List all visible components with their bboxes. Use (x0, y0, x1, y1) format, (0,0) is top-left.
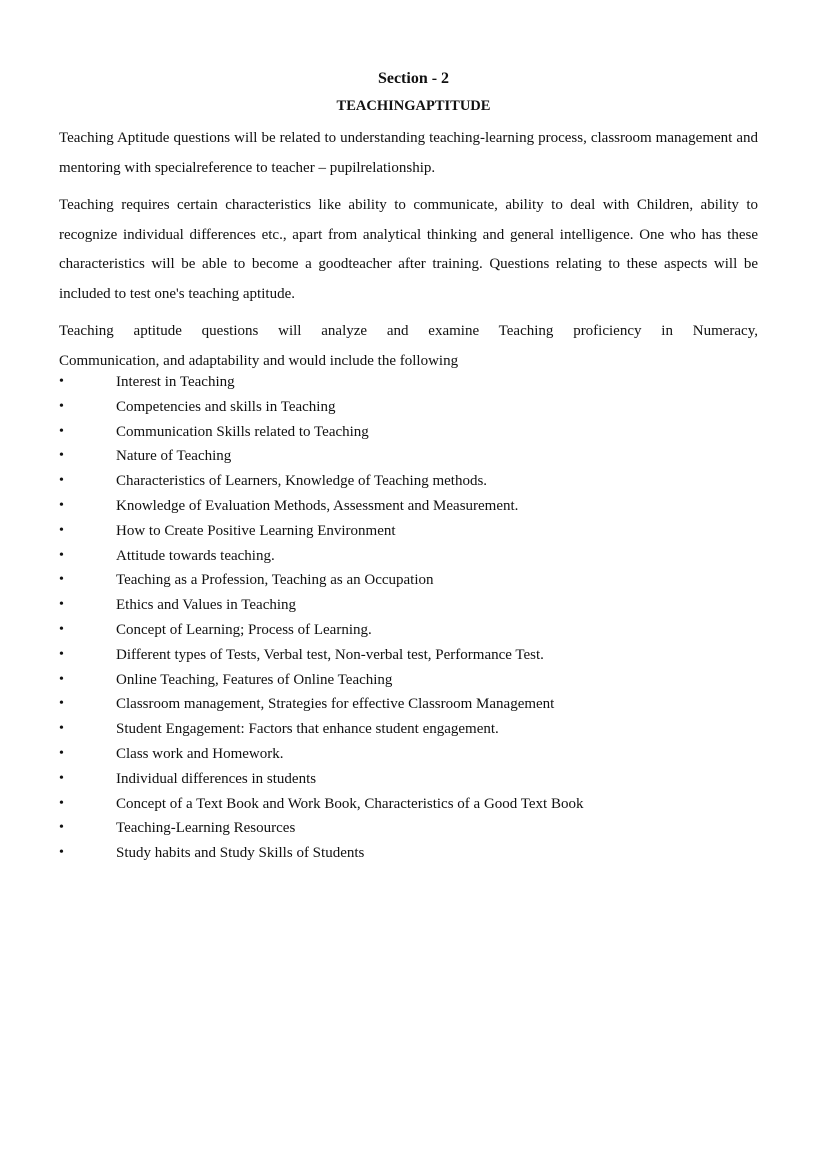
paragraph-aptitude-line-1: Teaching aptitude questions will analyze and examine Teaching proficiency in Numeracy, (59, 323, 758, 339)
list-item (59, 618, 758, 643)
list-item-text: Interest in Teaching (116, 374, 235, 390)
list-item-text: Attitude towards teaching. (116, 547, 275, 564)
list-item (59, 395, 758, 420)
list-item-text: Teaching-Learning Resources (116, 820, 296, 837)
bullet-icon: • (59, 770, 64, 786)
bullet-icon: • (59, 398, 64, 414)
list-item-text: Teaching as a Profession, Teaching as an Occupation (116, 572, 434, 589)
list-item-text: Concept of Learning; Process of Learning. (116, 621, 372, 638)
bullet-icon: • (59, 696, 64, 712)
bullet-icon: • (59, 572, 64, 588)
bullet-icon: • (59, 745, 64, 761)
list-item (59, 717, 758, 742)
list-item-text: Student Engagement: Factors that enhance student engagement. (116, 721, 499, 738)
list-item-text: Classroom management, Strategies for effective Classroom Management (116, 696, 555, 713)
list-item (59, 420, 758, 445)
list-item (59, 841, 758, 866)
list-item (59, 742, 758, 767)
list-item-text: Communication Skills related to Teaching (116, 423, 369, 440)
bullet-icon: • (59, 497, 64, 513)
list-item (59, 643, 758, 668)
list-item (59, 668, 758, 693)
bullet-icon: • (59, 473, 64, 489)
list-item-text: Nature of Teaching (116, 448, 232, 465)
bullet-icon: • (59, 721, 64, 737)
list-item (59, 593, 758, 618)
list-item (59, 494, 758, 519)
list-item-text: Competencies and skills in Teaching (116, 398, 336, 415)
bullet-icon: • (59, 795, 64, 811)
list-item-text: Individual differences in students (116, 770, 317, 787)
list-item (59, 792, 758, 817)
list-item (59, 444, 758, 469)
bullet-icon: • (59, 845, 64, 861)
list-item (59, 544, 758, 569)
section-title: Section - 2 (377, 70, 450, 87)
list-item-text: Study habits and Study Skills of Students (116, 845, 365, 862)
list-item (59, 568, 758, 593)
list-item-text: How to Create Positive Learning Environment (116, 522, 396, 539)
bullet-icon: • (59, 646, 64, 662)
paragraph-characteristics: Teaching requires certain characteristics like ability to communicate, ability to deal with Children, ability to recognize individual differences etc., apart from analytical thinking and general intelligence. One who has these characteristics will be able to become a goodteacher after training. Questions relating to these aspects will be included to test one's teaching aptitude. (59, 197, 758, 302)
bullet-icon: • (59, 547, 64, 563)
bullet-icon: • (59, 423, 64, 439)
bullet-icon: • (59, 448, 64, 464)
list-item-text: Class work and Homework. (116, 745, 284, 762)
bullet-icon: • (59, 374, 64, 389)
list-item-text: Characteristics of Learners, Knowledge of Teaching methods. (116, 473, 488, 490)
document-body (59, 124, 758, 384)
paragraph-aptitude-questions (59, 317, 758, 376)
list-item (59, 469, 758, 494)
bullet-icon: • (59, 671, 64, 687)
list-item-text: Concept of a Text Book and Work Book, Characteristics of a Good Text Book (116, 795, 584, 812)
topic-list (59, 370, 758, 866)
list-item (59, 370, 758, 395)
list-item (59, 519, 758, 544)
bullet-icon: • (59, 597, 64, 613)
bullet-icon: • (59, 820, 64, 836)
list-item-text: Knowledge of Evaluation Methods, Assessment and Measurement. (116, 497, 519, 514)
paragraph-intro: Teaching Aptitude questions will be related to understanding teaching-learning process, classroom management and mentoring with specialreference to teacher – pupilrelationship. (59, 130, 758, 176)
list-item (59, 767, 758, 792)
list-item-text: Online Teaching, Features of Online Teaching (116, 671, 393, 688)
list-item (59, 692, 758, 717)
paragraph-aptitude-line-2: Communication, and adaptability and would include the following (59, 352, 459, 369)
bullet-icon: • (59, 522, 64, 538)
section-subtitle: TEACHINGAPTITUDE (336, 98, 491, 114)
list-item-text: Different types of Tests, Verbal test, Non-verbal test, Performance Test. (116, 646, 544, 663)
list-item (59, 816, 758, 841)
bullet-icon: • (59, 621, 64, 637)
list-item-text: Ethics and Values in Teaching (116, 597, 297, 614)
